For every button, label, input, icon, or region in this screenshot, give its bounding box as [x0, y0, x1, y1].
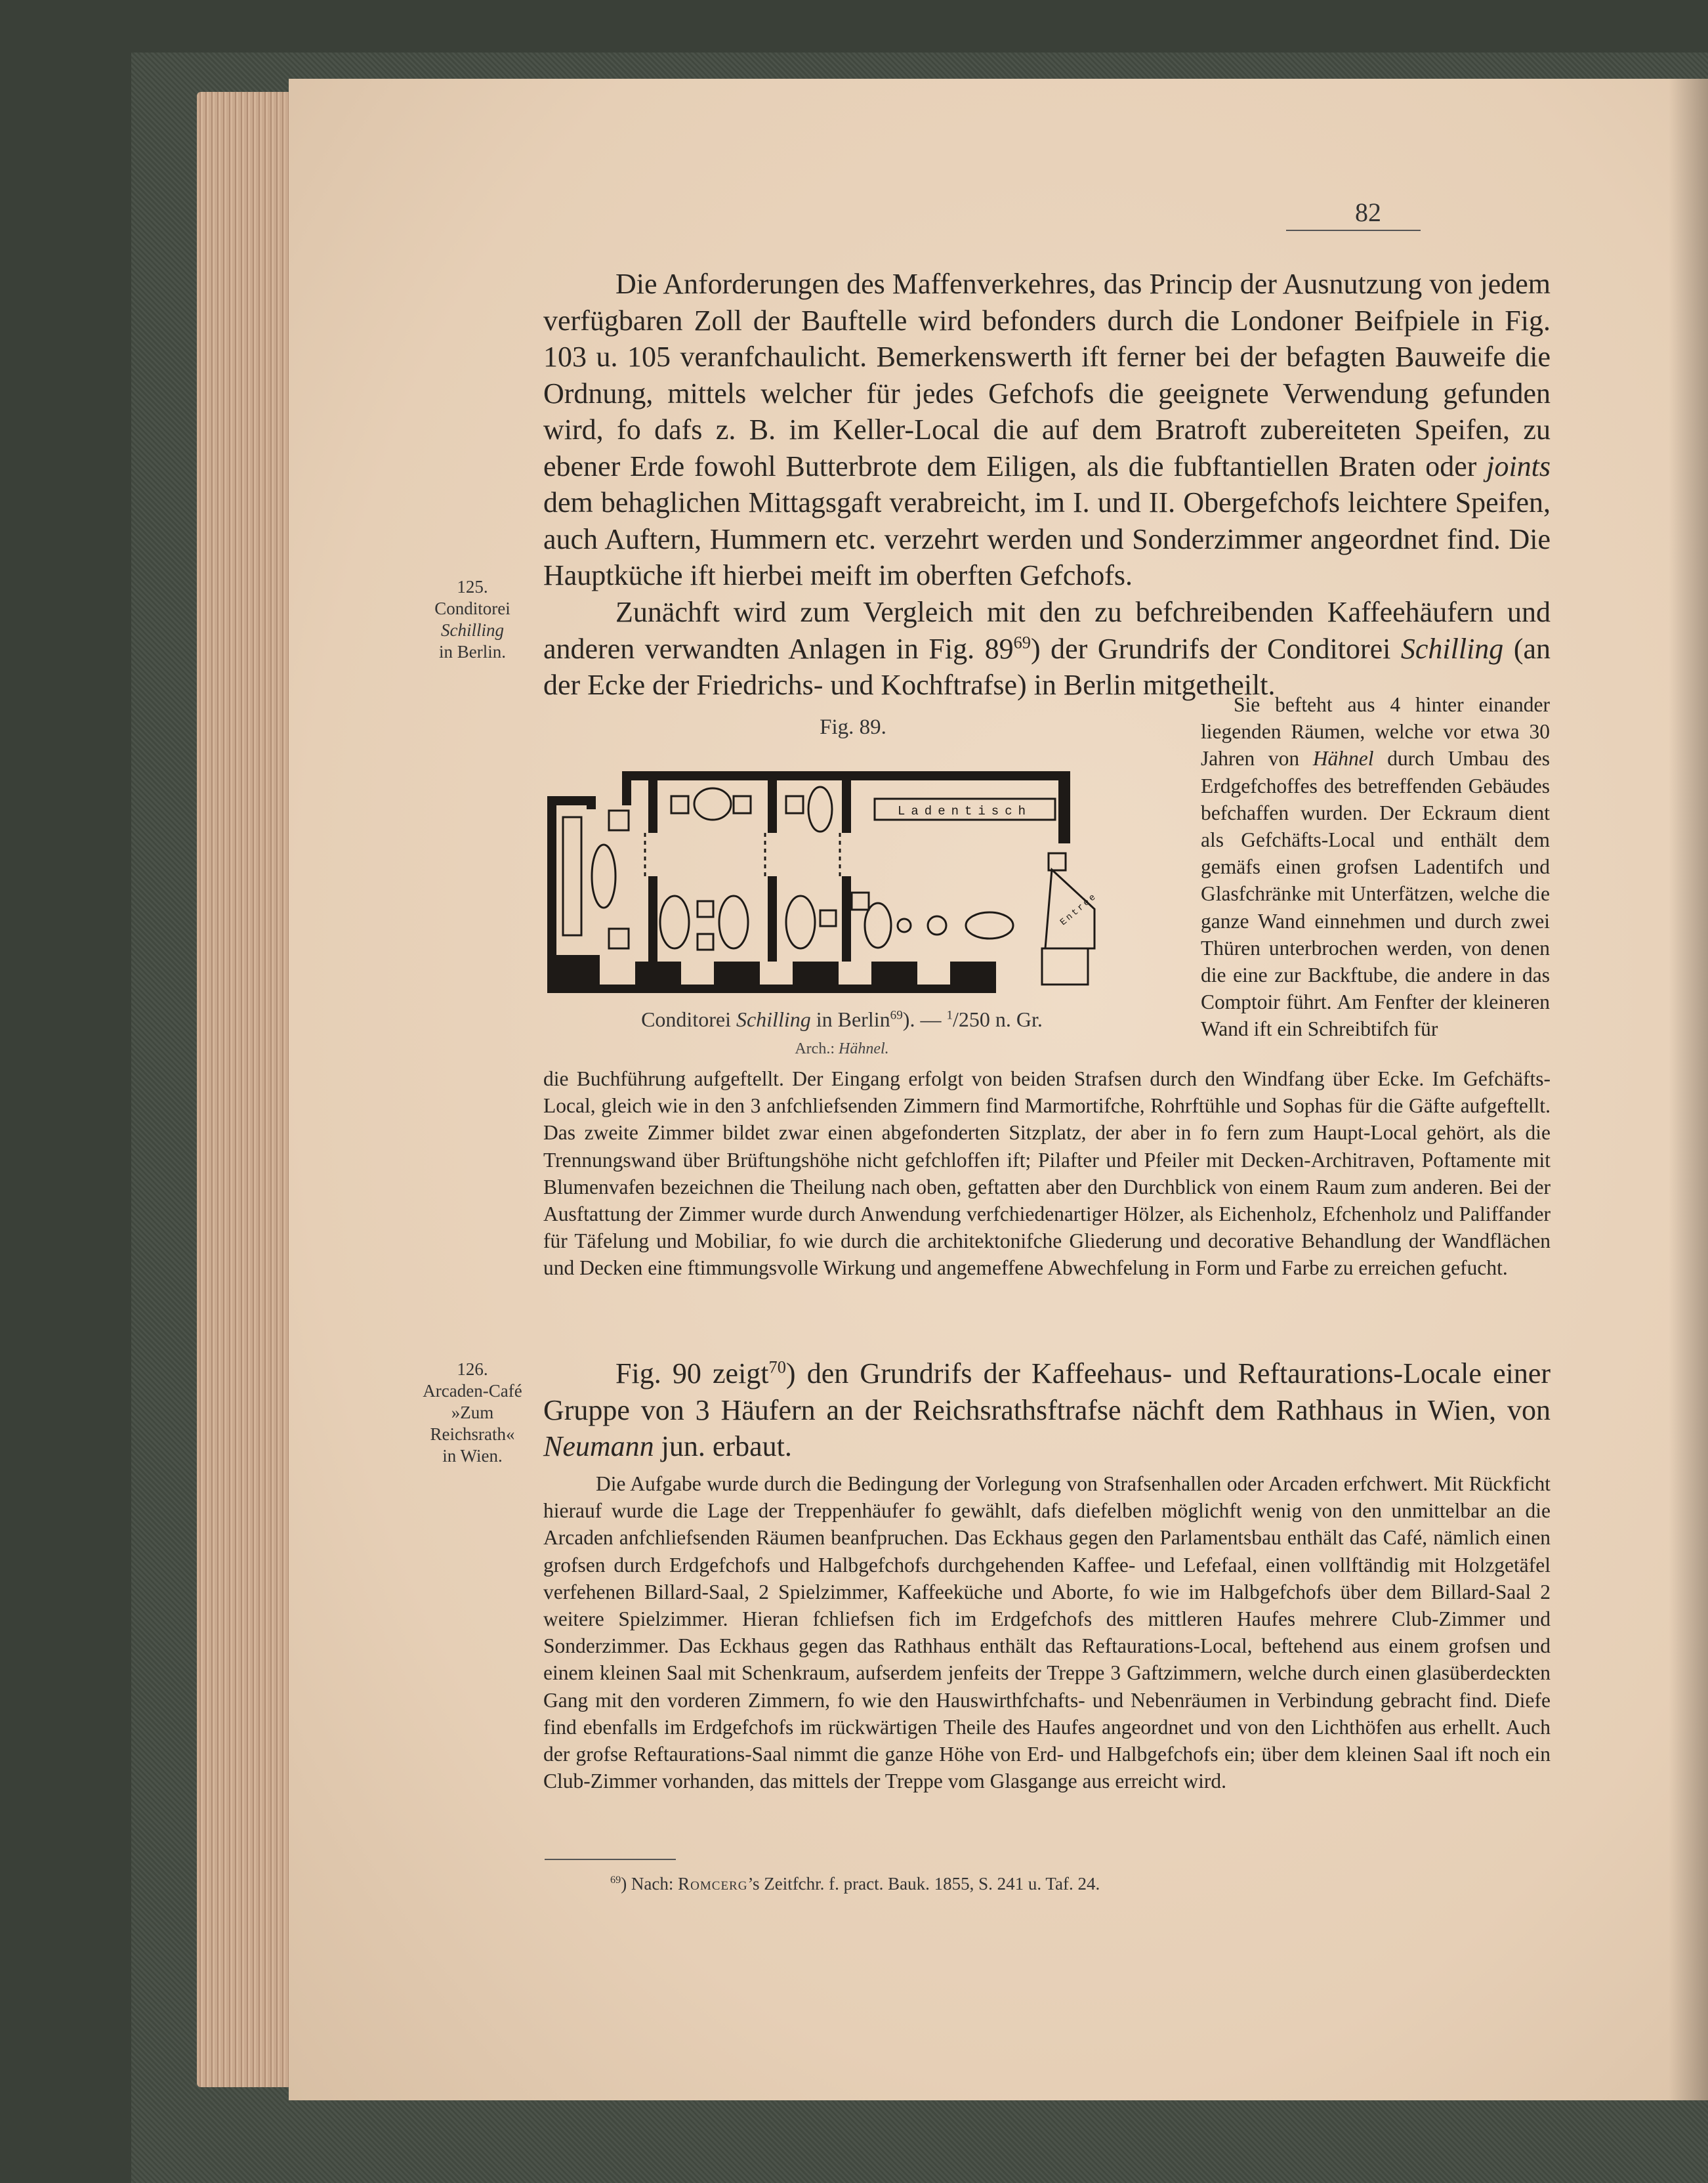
- footnote-author: Romcerg: [678, 1874, 748, 1894]
- chair-main-a: [928, 916, 946, 935]
- margin-note-126-number: 126.: [457, 1359, 488, 1379]
- footnote-ref-69: 69: [1013, 631, 1031, 652]
- paragraph-1: [543, 266, 1551, 594]
- paragraph-4-text-b: ) den Grundrifs der Kaffeehaus- und Reftaurations-Locale einer Gruppe von 3 Häufern an der Reichsrathsftrafse nächft dem Rathhaus in Wien, von: [543, 1357, 1551, 1426]
- caption-part-b: in Berlin: [816, 1007, 890, 1031]
- chair-room3-b: [820, 910, 836, 926]
- paragraph-3-column: [1201, 691, 1550, 1043]
- margin-note-126-line3: Reichsrath«: [430, 1424, 515, 1444]
- table-room2-top: [694, 788, 731, 820]
- paragraph-3-column-a: Sie befteht aus 4 hinter einander liegenden Räumen, welche vor etwa 30 Jahren von: [1201, 693, 1550, 771]
- chair-room2-c: [698, 901, 713, 917]
- paragraph-2: [543, 594, 1551, 704]
- wall-int-3-bottom: [842, 876, 851, 962]
- paragraph-4-text-c: jun. erbaut.: [661, 1430, 792, 1462]
- chair-main-b: [898, 919, 911, 932]
- paragraph-2-text-c: (an der Ecke der Friedrichs- und Kochftrafse) in Berlin mitgetheilt.: [543, 632, 1551, 701]
- wall-int-1-top: [648, 780, 657, 833]
- footnote-ref-70: 70: [768, 1357, 786, 1377]
- caption-part-a: Conditorei: [641, 1007, 731, 1031]
- table-room3-top: [808, 787, 832, 832]
- chair-room1-a: [609, 811, 629, 830]
- footnote-text-b: ’s Zeitfchr. f. pract. Bauk. 1855, S. 241 u. Taf. 24.: [747, 1874, 1100, 1894]
- wall-top-step: [622, 771, 631, 805]
- wall-right-upper: [1058, 771, 1070, 843]
- paragraph-2-text-a: Zunächft wird zum Vergleich mit den zu befchreibenden Kaffeehäufern und anderen verwandten Anlagen in Fig. 89: [543, 596, 1551, 665]
- paragraph-3-full: [543, 1065, 1551, 1282]
- wall-int-2-top: [768, 780, 777, 833]
- margin-note-126-line2: »Zum: [451, 1403, 494, 1422]
- margin-note-125-line3: in Berlin.: [439, 642, 506, 662]
- paragraph-1-end: dem behaglichen Mittagsgaft verabreicht, im I. und II. Obergefchofs leichtere Speifen, auch Auftern, Hummern etc. verzehrt werden und Sonderzimmer angeordnet find. Die Hauptküche ift hierbei meift im oberften Gefchofs.: [543, 486, 1551, 591]
- architect-name: Hähnel.: [839, 1040, 889, 1057]
- table-main-b: [966, 912, 1013, 939]
- wall-bottom: [600, 985, 993, 993]
- paragraph-4: [543, 1355, 1551, 1465]
- wall-top: [622, 771, 1068, 780]
- caption-part-c: ). —: [902, 1007, 947, 1031]
- table-room2-bottom-b: [719, 896, 748, 948]
- ladentisch-label: Ladentisch: [897, 804, 1032, 818]
- margin-note-125-number: 125.: [457, 577, 488, 597]
- paragraph-1-text: Die Anforderungen des Maffenverkehres, das Princip der Ausnutzung von jedem verfügbaren Zoll der Bauftelle wird befonders durch die Londoner Beifpiele in Fig. 103 u. 105 veranfchaulicht. Bemerkenswerth ift ferner bei der befagten Bauweife die Ordnung, mittels welcher für jedes Gefchofs die geeignete Verwendung gefunden wird, fo dafs z. B. im Keller-Local die auf dem Bratroft zubereiteten Speifen, zu ebener Erde fowohl Butterbrote dem Eiligen, als die fubftantiellen Braten oder: [543, 268, 1551, 482]
- schilling-italic: Schilling: [1400, 632, 1504, 665]
- paragraph-4-text-a: Fig. 90 zeigt: [615, 1357, 769, 1389]
- joints-italic: joints: [1486, 450, 1551, 482]
- wall-int-2-bottom: [768, 876, 777, 962]
- table-room3-bottom: [786, 896, 815, 948]
- paragraph-5: [543, 1470, 1551, 1794]
- chair-room3-a: [786, 796, 803, 813]
- figure-architect: [543, 1040, 1140, 1058]
- floor-plan-fig-89: [543, 758, 1140, 1001]
- entree-label: Entrée: [1058, 891, 1100, 928]
- margin-note-125-line1: Conditorei: [434, 599, 510, 618]
- caption-footnote-ref: 69: [890, 1008, 903, 1023]
- wall-step: [587, 796, 596, 809]
- chair-room2-d: [698, 934, 713, 950]
- footnote-rule: [545, 1859, 676, 1860]
- architect-label: Arch.:: [795, 1040, 835, 1057]
- paragraph-3-full-text: die Buchführung aufgeftellt. Der Eingang erfolgt von beiden Strafsen durch den Windfang über Ecke. Im Gefchäfts-Local, gleich wie in den 3 anfchliefsenden Zimmern find Marmortifche, Rohrftühle und Sophas für die Gäfte aufgeftellt. Das zweite Zimmer bildet zwar einen abgefonderten Sitzplatz, der aber in fo fern zum Haupt-Local gehört, als die Trennungswand über Brüftungshöhe nicht gefchloffen ift; Pilafter und Pfeiler mit Decken-Architraven, Poftamente mit Blumenvafen bezeichnen die Theilung nach oben, geftatten aber den Durchblick von einem Raum zum anderen. Bei der Ausftattung der Zimmer wurde durch Anwendung verfchiedenartiger Hölzer, als Eichenholz, Efchenholz und Paliffander für Täfelung und Mobiliar, fo wie durch die architektonifche Gliederung und decorative Behandlung der Wandflächen und Decken eine ftimmungsvolle Wirkung und angemeffene Abwechfelung in Form und Farbe zu erreichen gefucht.: [543, 1067, 1551, 1280]
- wall-int-3-top: [842, 780, 851, 833]
- book-page: [289, 79, 1708, 2100]
- page-number-rule: [1286, 230, 1421, 231]
- margin-note-125: [417, 576, 528, 663]
- chair-room2-a: [671, 796, 688, 813]
- haehnel-italic: Hähnel: [1312, 747, 1374, 771]
- wall-bottom-left-block: [547, 955, 600, 993]
- footnote-number: 69: [610, 1874, 621, 1886]
- chair-room1-b: [609, 929, 629, 948]
- margin-note-126: [407, 1359, 538, 1467]
- caption-italic: Schilling: [736, 1007, 811, 1031]
- caption-scale-num: 1: [946, 1008, 953, 1023]
- paragraph-3-column-b: durch Umbau des Erdgefchoffes des betreffenden Gebäudes befchaffen wurden. Der Eckraum dient als Gefchäfts-Local und enthält dem gemäfs einen grofsen Ladentifch und Glasfchränke mit Unterfätzen, welche die ganze Wand einnehmen und durch zwei Thüren unterbrochen werden, von denen die eine zur Backftube, die andere in das Comptoir führt. Am Fenfter der kleineren Wand ift ein Schreibtifch für: [1201, 747, 1550, 1041]
- page-number: 82: [1355, 198, 1381, 227]
- margin-note-126-line1: Arcaden-Café: [423, 1381, 522, 1401]
- table-room2-bottom-a: [660, 896, 689, 948]
- table-room1: [592, 845, 615, 908]
- neumann-italic: Neumann: [543, 1430, 654, 1462]
- footnote-69: [610, 1874, 1529, 1894]
- margin-note-126-line4: in Wien.: [442, 1446, 503, 1466]
- figure-caption: Conditorei Schilling in Berlin$^{69}$). — $^1$/250 n. Gr.: [641, 1007, 1043, 1031]
- page-gutter-shadow: [1669, 79, 1708, 2100]
- chair-room2-b: [734, 796, 751, 813]
- shelf-left: [563, 817, 581, 935]
- caption-scale-den: 250: [958, 1007, 990, 1031]
- chair-main-c: [852, 893, 869, 910]
- footnote-text-a: ) Nach:: [621, 1874, 674, 1894]
- paragraph-5-text: Die Aufgabe wurde durch die Bedingung der Vorlegung von Strafsenhallen oder Arcaden erfchwert. Mit Rückficht hierauf wurde die Lage der Treppenhäufer fo gewählt, dafs diefelben möglichft wenig von den unmittelbar an die Arcaden anfchliefsenden Räumen beanfpruchen. Das Eckhaus gegen den Parlamentsbau enthält das Café, nämlich einen grofsen durch Erdgefchofs und Halbgefchofs durchgehenden Kaffee- und Lefefaal, einen vollftändig mit Holzgetäfel verfehenen Billard-Saal, 2 Spielzimmer, Kaffeeküche und Aborte, fo wie im Halbgefchofs über dem Billard-Saal 2 weitere Spielzimmer. Hieran fchliefsen fich im Erdgefchofs des mittleren Haufes mehrere Club-Zimmer und Sonderzimmer. Das Eckhaus gegen das Rathhaus enthält das Reftaurations-Local, beftehend aus einem grofsen und einem kleinen Saal mit Schenkraum, aufserdem jenfeits der Treppe 3 Gaftzimmern, welche durch einen glasüberdeckten Gang mit den vorderen Zimmern, fo wie den Hauswirthfchafts- und Nebenräumen in Verbindung gebracht find. Diefe find ebenfalls im Erdgefchofs im rückwärtigen Theile des Haufes angeordnet und von den Lichthöfen aus erhellt. Auch der grofse Reftaurations-Saal nimmt die ganze Höhe von Erd- und Halbgefchofs ein; über dem kleinen Saal ift noch ein Club-Zimmer vorhanden, das mittels der Treppe vom Glasgange aus erreicht wird.: [543, 1472, 1551, 1793]
- wall-int-1-bottom: [648, 876, 657, 962]
- paragraph-2-text-b: ) der Grundrifs der Conditorei: [1031, 632, 1391, 665]
- vestibule-step: [1042, 948, 1088, 985]
- caption-part-d: n. Gr.: [989, 1007, 1043, 1031]
- figure-title: Fig. 89.: [820, 715, 886, 739]
- margin-note-125-line2: Schilling: [441, 620, 504, 640]
